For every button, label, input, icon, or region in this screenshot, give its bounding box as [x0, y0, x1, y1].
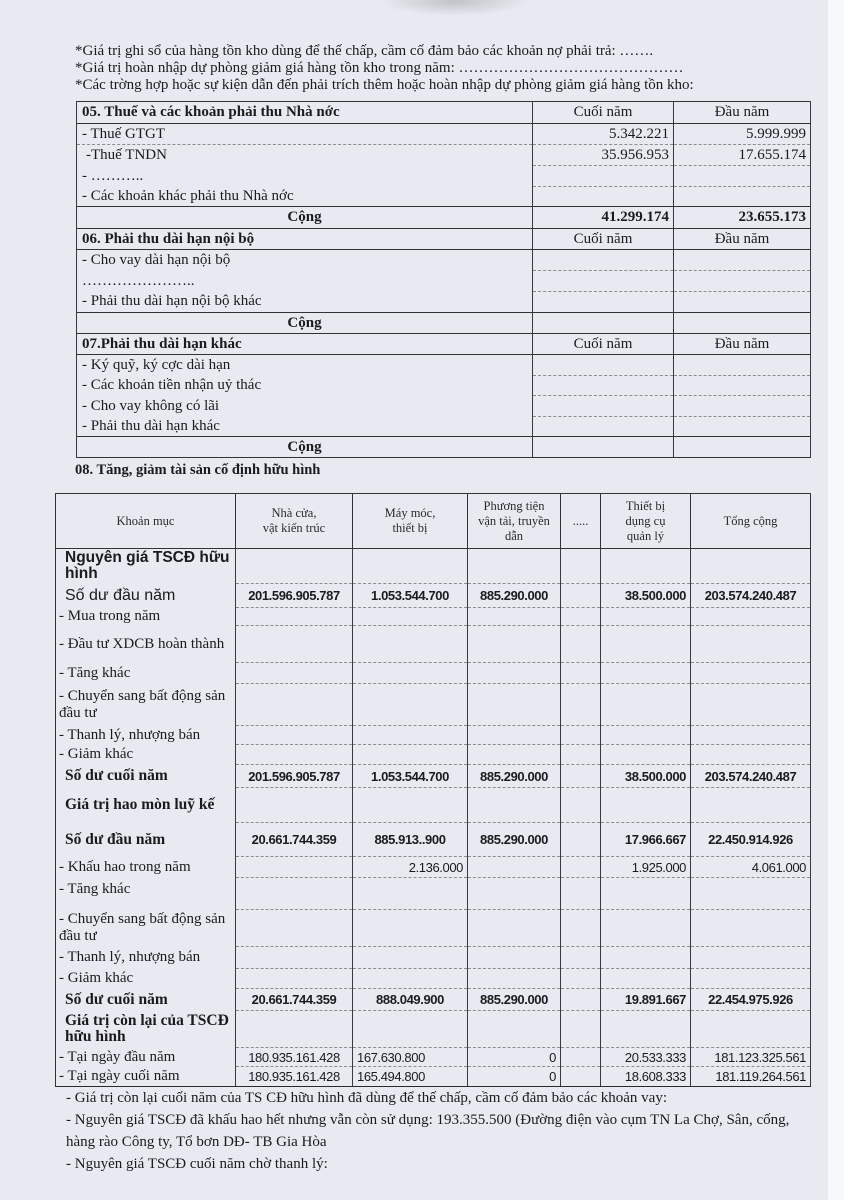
value-cell: [353, 878, 468, 910]
value-cell: 203.574.240.487: [691, 765, 811, 788]
value-cell: [691, 788, 811, 823]
value-cell: [601, 947, 691, 969]
total-end-of-year: 41.299.174: [533, 207, 674, 229]
value-end-of-year: [533, 417, 674, 437]
row-label: - Giảm khác: [56, 969, 236, 989]
section-06-header-row: [77, 229, 811, 250]
fixed-assets-header-row: [56, 494, 811, 549]
row-label: - Chuyển sang bất động sản đầu tư: [56, 684, 236, 726]
row-label: Nguyên giá TSCĐ hữu hình: [56, 549, 236, 584]
value-cell: [353, 684, 468, 726]
value-cell: [561, 684, 601, 726]
row-label: - Cho vay không có lãi: [77, 396, 533, 417]
section-05-title: 05. Thuế và các khoản phải thu Nhà nớc: [77, 102, 533, 124]
table-row: [56, 584, 811, 608]
col-header-item: Khoản mục: [56, 494, 236, 549]
table-row: [77, 376, 811, 396]
table-row: [77, 145, 811, 166]
value-cell: [468, 878, 561, 910]
section-05-header-row: [77, 102, 811, 124]
value-cell: 180.935.161.428: [236, 1048, 353, 1067]
value-cell: 22.450.914.926: [691, 823, 811, 857]
value-cell: 1.053.544.700: [353, 584, 468, 608]
value-cell: 888.049.900: [353, 989, 468, 1011]
value-cell: [236, 684, 353, 726]
table-row: [77, 355, 811, 376]
col-header-start-of-year: Đầu năm: [674, 334, 811, 355]
row-label: Số dư cuối năm: [56, 765, 236, 788]
value-cell: [353, 726, 468, 745]
value-end-of-year: [533, 271, 674, 292]
value-cell: [601, 549, 691, 584]
value-cell: 201.596.905.787: [236, 584, 353, 608]
value-cell: [468, 726, 561, 745]
value-cell: 22.454.975.926: [691, 989, 811, 1011]
col-header-end-of-year: Cuối năm: [533, 334, 674, 355]
value-cell: [236, 878, 353, 910]
table-row: [56, 878, 811, 910]
col-header-end-of-year: Cuối năm: [533, 102, 674, 124]
value-cell: [691, 745, 811, 765]
value-cell: [236, 663, 353, 684]
value-start-of-year: [674, 250, 811, 271]
value-cell: [601, 663, 691, 684]
value-cell: [561, 663, 601, 684]
table-row: [56, 947, 811, 969]
value-cell: [691, 663, 811, 684]
value-cell: 181.119.264.561: [691, 1067, 811, 1087]
value-cell: [236, 726, 353, 745]
value-cell: [601, 684, 691, 726]
value-cell: 19.891.667: [601, 989, 691, 1011]
value-cell: 20.661.744.359: [236, 989, 353, 1011]
value-end-of-year: 35.956.953: [533, 145, 674, 166]
section-06-total-row: [77, 313, 811, 334]
row-label: Số dư đầu năm: [56, 584, 236, 608]
row-label: - Tại ngày đầu năm: [56, 1048, 236, 1067]
section-07-header-row: [77, 334, 811, 355]
value-cell: 885.290.000: [468, 989, 561, 1011]
value-cell: [561, 1048, 601, 1067]
value-cell: [691, 910, 811, 947]
value-cell: [601, 910, 691, 947]
table-row: [56, 969, 811, 989]
row-label: - Ký quỹ, ký cợc dài hạn: [77, 355, 533, 376]
value-start-of-year: [674, 396, 811, 417]
value-cell: 38.500.000: [601, 765, 691, 788]
value-cell: [561, 947, 601, 969]
value-cell: [236, 608, 353, 626]
value-cell: [691, 626, 811, 663]
value-cell: [561, 549, 601, 584]
value-cell: 885.290.000: [468, 765, 561, 788]
table-row: [56, 857, 811, 878]
fixed-asset-notes: [66, 1087, 814, 1175]
value-cell: 2.136.000: [353, 857, 468, 878]
table-row: [56, 788, 811, 823]
total-label: Cộng: [77, 437, 533, 458]
row-label: - Thanh lý, nhượng bán: [56, 726, 236, 745]
row-label: - Cho vay dài hạn nội bộ: [77, 250, 533, 271]
table-row: [56, 549, 811, 584]
row-label: Giá trị hao mòn luỹ kế: [56, 788, 236, 823]
value-cell: [353, 969, 468, 989]
value-end-of-year: [533, 355, 674, 376]
value-cell: [236, 626, 353, 663]
value-cell: [468, 1011, 561, 1048]
fixed-assets-table: [55, 493, 811, 1087]
table-row: [56, 1048, 811, 1067]
table-row: [56, 726, 811, 745]
value-cell: [236, 788, 353, 823]
value-cell: [561, 878, 601, 910]
col-header-vehicles: Phương tiện vận tải, truyền dẫn: [468, 494, 561, 549]
value-cell: [561, 584, 601, 608]
value-cell: [468, 684, 561, 726]
table-row: [77, 166, 811, 187]
value-cell: [236, 947, 353, 969]
row-label: - Tại ngày cuối năm: [56, 1067, 236, 1087]
value-cell: 0: [468, 1048, 561, 1067]
table-row: [56, 765, 811, 788]
table-row: [56, 608, 811, 626]
table-row: [56, 684, 811, 726]
value-end-of-year: [533, 376, 674, 396]
value-cell: [691, 947, 811, 969]
value-cell: [236, 857, 353, 878]
value-cell: [691, 726, 811, 745]
value-cell: [691, 608, 811, 626]
value-cell: [691, 549, 811, 584]
row-label: - Mua trong năm: [56, 608, 236, 626]
value-cell: 885.913..900: [353, 823, 468, 857]
row-label: - Thanh lý, nhượng bán: [56, 947, 236, 969]
scan-smudge: [380, 0, 530, 16]
total-end-of-year: [533, 437, 674, 458]
value-cell: [468, 549, 561, 584]
value-cell: [353, 910, 468, 947]
total-label: Cộng: [77, 207, 533, 229]
col-header-start-of-year: Đầu năm: [674, 102, 811, 124]
table-row: [56, 1067, 811, 1087]
section-06-title: 06. Phải thu dài hạn nội bộ: [77, 229, 533, 250]
table-row: [56, 910, 811, 947]
value-cell: 18.608.333: [601, 1067, 691, 1087]
value-cell: [468, 969, 561, 989]
row-label: - ………..: [77, 166, 533, 187]
value-cell: 181.123.325.561: [691, 1048, 811, 1067]
col-header-total: Tổng cộng: [691, 494, 811, 549]
value-cell: [601, 726, 691, 745]
table-row: [77, 271, 811, 292]
row-label: Số dư đầu năm: [56, 823, 236, 857]
value-cell: 201.596.905.787: [236, 765, 353, 788]
value-end-of-year: [533, 396, 674, 417]
receivables-table: [76, 101, 811, 458]
value-cell: [468, 947, 561, 969]
value-cell: [468, 663, 561, 684]
value-cell: [468, 745, 561, 765]
table-row: [56, 745, 811, 765]
section-05-total-row: [77, 207, 811, 229]
value-cell: [561, 823, 601, 857]
table-row: [77, 292, 811, 313]
value-cell: [561, 1067, 601, 1087]
value-end-of-year: [533, 292, 674, 313]
table-row: [56, 989, 811, 1011]
value-cell: [561, 910, 601, 947]
value-cell: [561, 969, 601, 989]
value-cell: [561, 726, 601, 745]
value-start-of-year: 17.655.174: [674, 145, 811, 166]
value-cell: 20.661.744.359: [236, 823, 353, 857]
value-cell: 180.935.161.428: [236, 1067, 353, 1087]
value-start-of-year: [674, 417, 811, 437]
col-header-management-equipment: Thiết bị dụng cụ quản lý: [601, 494, 691, 549]
value-cell: [561, 608, 601, 626]
total-end-of-year: [533, 313, 674, 334]
row-label: - Các khoản tiền nhận uỷ thác: [77, 376, 533, 396]
value-start-of-year: [674, 355, 811, 376]
value-cell: 203.574.240.487: [691, 584, 811, 608]
value-cell: [468, 608, 561, 626]
value-cell: [468, 910, 561, 947]
value-start-of-year: [674, 187, 811, 207]
value-cell: [691, 878, 811, 910]
value-cell: 38.500.000: [601, 584, 691, 608]
value-cell: [468, 626, 561, 663]
value-cell: [561, 788, 601, 823]
row-label: - Tăng khác: [56, 878, 236, 910]
value-cell: 167.630.800: [353, 1048, 468, 1067]
row-label: - Khấu hao trong năm: [56, 857, 236, 878]
value-cell: [468, 857, 561, 878]
value-cell: [353, 1011, 468, 1048]
note-fully-depreciated-assets: - Nguyên giá TSCĐ đã khấu hao hết nhưng vẫn còn sử dụng: 193.355.500 (Đường điện vào cụm TN La Chợ, Sân, cống, hàng rào Công ty, Tổ bơn DĐ- TB Gia Hòa: [66, 1112, 790, 1150]
row-label: - Phải thu dài hạn nội bộ khác: [77, 292, 533, 313]
value-end-of-year: [533, 187, 674, 207]
col-header-end-of-year: Cuối năm: [533, 229, 674, 250]
value-end-of-year: 5.342.221: [533, 124, 674, 145]
table-row: [77, 396, 811, 417]
value-cell: [691, 1011, 811, 1048]
value-end-of-year: [533, 250, 674, 271]
value-cell: 4.061.000: [691, 857, 811, 878]
value-cell: [601, 745, 691, 765]
table-row: [77, 417, 811, 437]
note-pledged-inventory: *Giá trị ghi sổ của hàng tồn kho dùng để thế chấp, cầm cố đảm bảo các khoản nợ phải trả: …….: [75, 43, 654, 59]
value-start-of-year: [674, 166, 811, 187]
value-cell: 20.533.333: [601, 1048, 691, 1067]
value-cell: [353, 947, 468, 969]
col-header-other: .....: [561, 494, 601, 549]
note-provision-reversal: *Giá trị hoàn nhập dự phòng giảm giá hàng tồn kho trong năm: ………………………………………: [75, 60, 684, 76]
value-cell: [601, 608, 691, 626]
value-cell: [353, 788, 468, 823]
value-cell: [236, 910, 353, 947]
row-label: - Chuyển sang bất động sản đầu tư: [56, 910, 236, 947]
value-cell: [236, 969, 353, 989]
value-cell: [561, 989, 601, 1011]
col-header-machinery: Máy móc, thiết bị: [353, 494, 468, 549]
value-cell: [561, 857, 601, 878]
value-cell: [561, 765, 601, 788]
table-row: [56, 626, 811, 663]
value-start-of-year: [674, 376, 811, 396]
value-cell: [236, 1011, 353, 1048]
total-start-of-year: 23.655.173: [674, 207, 811, 229]
value-cell: 1.053.544.700: [353, 765, 468, 788]
value-start-of-year: [674, 271, 811, 292]
value-start-of-year: 5.999.999: [674, 124, 811, 145]
value-cell: 885.290.000: [468, 584, 561, 608]
row-label: - Thuế GTGT: [77, 124, 533, 145]
section-07-title: 07.Phải thu dài hạn khác: [77, 334, 533, 355]
section-08-title: 08. Tăng, giảm tài sản cố định hữu hình: [75, 462, 321, 478]
value-cell: [236, 745, 353, 765]
value-cell: [561, 1011, 601, 1048]
table-row: [56, 823, 811, 857]
table-row: [56, 1011, 811, 1048]
value-cell: [468, 788, 561, 823]
col-header-start-of-year: Đầu năm: [674, 229, 811, 250]
table-row: [77, 124, 811, 145]
row-label: - Đầu tư XDCB hoàn thành: [56, 626, 236, 663]
note-provision-events: *Các trờng hợp hoặc sự kiện dẫn đến phải trích thêm hoặc hoàn nhập dự phòng giảm giá hàng tồn kho:: [75, 77, 694, 93]
value-cell: [601, 1011, 691, 1048]
value-cell: [691, 969, 811, 989]
row-label: …………………..: [77, 271, 533, 292]
table-row: [77, 187, 811, 207]
value-start-of-year: [674, 292, 811, 313]
value-cell: [691, 684, 811, 726]
row-label: -Thuế TNDN: [77, 145, 533, 166]
row-label: - Các khoản khác phải thu Nhà nớc: [77, 187, 533, 207]
row-label: - Phải thu dài hạn khác: [77, 417, 533, 437]
row-label: Số dư cuối năm: [56, 989, 236, 1011]
scan-edge: [828, 0, 844, 1200]
section-07-total-row: [77, 437, 811, 458]
value-cell: [236, 549, 353, 584]
value-cell: [353, 745, 468, 765]
total-start-of-year: [674, 313, 811, 334]
row-label: - Giảm khác: [56, 745, 236, 765]
table-row: [77, 250, 811, 271]
value-cell: [601, 788, 691, 823]
value-cell: 165.494.800: [353, 1067, 468, 1087]
row-label: - Tăng khác: [56, 663, 236, 684]
row-label: Giá trị còn lại của TSCĐ hữu hình: [56, 1011, 236, 1048]
note-pledged-assets: - Giá trị còn lại cuối năm của TS CĐ hữu hình đã dùng để thế chấp, cầm cố đảm bảo các khoản vay:: [66, 1090, 668, 1106]
note-assets-awaiting-disposal: - Nguyên giá TSCĐ cuối năm chờ thanh lý:: [66, 1156, 328, 1172]
table-row: [56, 663, 811, 684]
value-cell: [353, 608, 468, 626]
col-header-buildings: Nhà cửa, vật kiến trúc: [236, 494, 353, 549]
inventory-notes: [75, 43, 815, 94]
value-cell: 885.290.000: [468, 823, 561, 857]
value-cell: [353, 626, 468, 663]
value-cell: [353, 663, 468, 684]
value-cell: [561, 745, 601, 765]
value-cell: [561, 626, 601, 663]
total-start-of-year: [674, 437, 811, 458]
value-cell: 17.966.667: [601, 823, 691, 857]
value-cell: [601, 969, 691, 989]
value-end-of-year: [533, 166, 674, 187]
value-cell: [601, 878, 691, 910]
value-cell: [353, 549, 468, 584]
value-cell: 0: [468, 1067, 561, 1087]
value-cell: 1.925.000: [601, 857, 691, 878]
value-cell: [601, 626, 691, 663]
total-label: Cộng: [77, 313, 533, 334]
